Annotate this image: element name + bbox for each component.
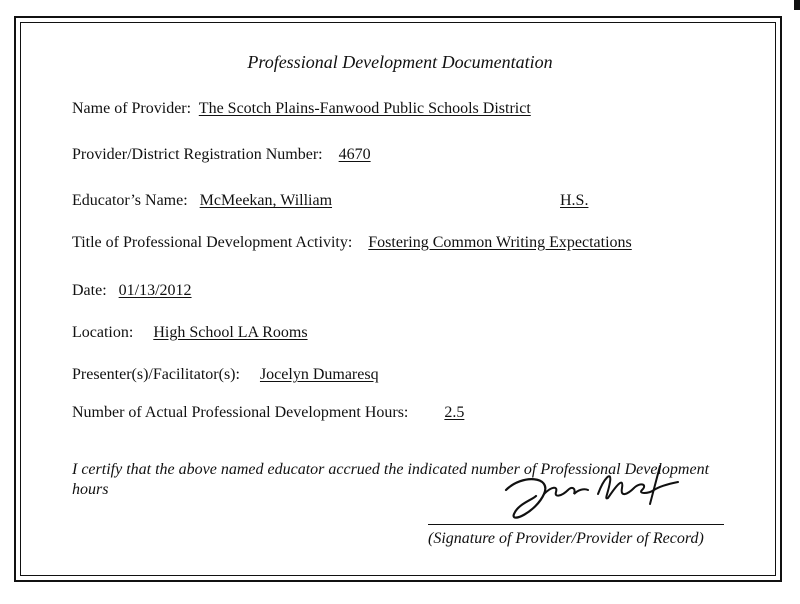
educator-value: McMeekan, William bbox=[199, 192, 333, 209]
educator-school-value: H.S. bbox=[560, 192, 589, 209]
handwritten-signature bbox=[492, 460, 692, 532]
date-label: Date: bbox=[72, 282, 107, 299]
activity-row bbox=[72, 234, 632, 252]
signature-line bbox=[428, 524, 724, 525]
presenter-row bbox=[72, 366, 379, 384]
provider-label: Name of Provider: bbox=[72, 100, 192, 117]
provider-value: The Scotch Plains-Fanwood Public Schools District bbox=[198, 100, 531, 117]
hours-label: Number of Actual Professional Development Hours: bbox=[72, 404, 409, 421]
scan-edge-mark bbox=[794, 0, 800, 10]
location-label: Location: bbox=[72, 324, 134, 341]
educator-label: Educator’s Name: bbox=[72, 192, 188, 209]
educator-row bbox=[72, 192, 332, 210]
presenter-value: Jocelyn Dumaresq bbox=[259, 366, 379, 383]
activity-label: Title of Professional Development Activity: bbox=[72, 234, 353, 251]
hours-row bbox=[72, 404, 464, 422]
provider-row bbox=[72, 100, 531, 118]
date-value: 01/13/2012 bbox=[118, 282, 192, 299]
registration-label: Provider/District Registration Number: bbox=[72, 146, 323, 163]
date-row bbox=[72, 282, 192, 300]
document-title: Professional Development Documentation bbox=[247, 52, 553, 72]
location-value: High School LA Rooms bbox=[153, 324, 308, 341]
hours-value: 2.5 bbox=[444, 404, 465, 421]
registration-row bbox=[72, 146, 371, 164]
presenter-label: Presenter(s)/Facilitator(s): bbox=[72, 366, 240, 383]
signature-caption: (Signature of Provider/Provider of Record) bbox=[428, 530, 704, 547]
educator-school bbox=[560, 192, 588, 210]
location-row bbox=[72, 324, 308, 342]
registration-value: 4670 bbox=[338, 146, 371, 163]
activity-value: Fostering Common Writing Expectations bbox=[368, 234, 632, 251]
certification-statement: I certify that the above named educator accrued the indicated number of Professional Development hours bbox=[72, 461, 710, 498]
